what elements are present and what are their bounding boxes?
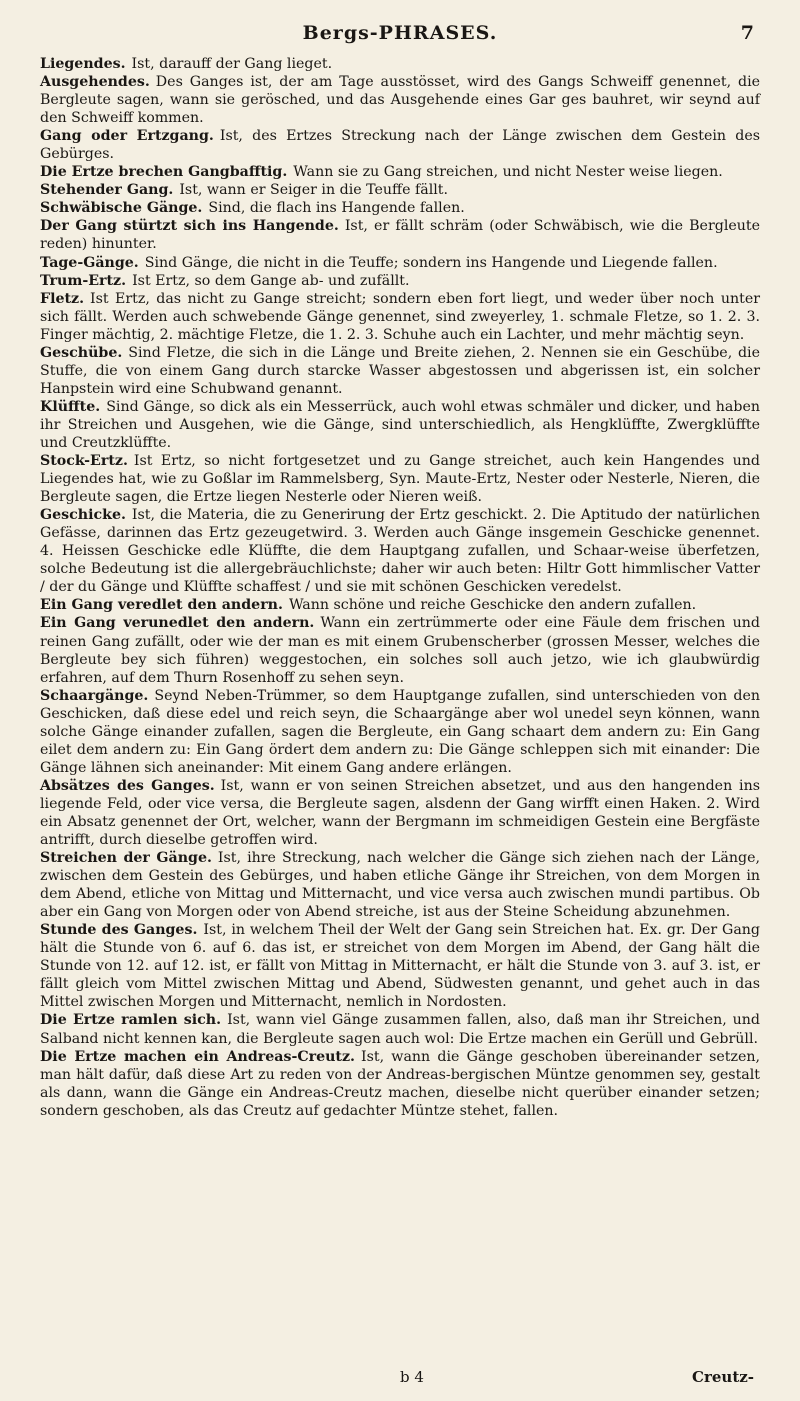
entry-definition: Wann sie zu Gang streichen, und nicht Nester weise liegen. <box>293 164 723 181</box>
entry-term: Ein Gang veredlet den andern. <box>40 597 283 614</box>
entry-definition: Ist, wann viel Gänge zusammen fallen, also, daß man ihr Streichen, und Salband nicht kennen kan, die Bergleute sagen auch wol: Die Ertze machen ein Gerüll und Gebrüll. <box>40 1012 760 1047</box>
entry-term: Stunde des Ganges. <box>40 922 198 939</box>
entry-definition: Wann schöne und reiche Geschicke den andern zufallen. <box>288 597 697 614</box>
entry-term: Schaargänge. <box>40 687 149 704</box>
glossary-entry <box>40 254 760 272</box>
entry-term: Trum-Ertz. <box>40 272 127 289</box>
entry-term: Liegendes. <box>40 56 126 72</box>
entry-term: Fletz. <box>40 290 85 307</box>
entry-definition: Sind, die flach ins Hangende fallen. <box>208 200 465 217</box>
entry-definition: Sind Fletze, die sich in die Länge und Breite ziehen, 2. Nennen sie ein Geschübe, die Stuffe, die von einem Gang durch starcke Wasser abgestossen und abgerissen ist, ein solcher Hanpstein wird eine Schubwand genannt. <box>40 344 760 397</box>
entry-definition: Ist, die Materia, die zu Generirung der Ertz geschickt. 2. Die Aptitudo der natürlichen Gefässe, darinnen das Ertz gezeugetwird. 3. Werden auch Gänge insgemein Geschicke genennet. 4. Heissen Geschicke edle Klüffte, die dem Hauptgang zufallen, und Schaar-weise überfetzen, solche Bedeutung ist die allergebräuchlichste; daher wir auch beten: Hiltr Gott himmlischer Vatter / der du Gänge und Klüffte schaffest / und sie mit schönen Geschicken veredelst. <box>40 507 760 596</box>
glossary-entry <box>40 596 760 614</box>
entry-definition: Ist Ertz, so dem Gange ab- und zufällt. <box>132 272 410 289</box>
entry-term: Die Ertze machen ein Andreas-Creutz. <box>40 1048 355 1065</box>
entry-term: Gang oder Ertzgang. <box>40 128 214 145</box>
glossary-entry <box>40 55 760 73</box>
glossary-entry <box>40 1011 760 1047</box>
glossary-entry <box>40 199 760 217</box>
entry-definition: Des Ganges ist, der am Tage ausstösset, wird des Gangs Schweiff genennet, die Bergleute sagen, wann sie gerösched, und das Ausgehende eines Gar ges bauhret, wir seynd auf den Schweiff kommen. <box>40 74 760 127</box>
glossary-entry <box>40 452 760 506</box>
entry-definition: Seynd Neben-Trümmer, so dem Hauptgange zufallen, sind unterschieden von den Geschicken, daß diese edel und reich seyn, die Schaargänge aber wol unedel seyn können, wann solche Gänge einander zufallen, sagen die Bergleute, ein Gang schaart dem andern zu: Ein Gang eilet dem andern zu: Ein Gang ördert dem andern zu: Die Gänge schleppen sich mit einander: Die Gänge lähnen sich aneinander: Mit einem Gang andere erlängen. <box>40 687 760 776</box>
glossary-entry <box>40 614 760 686</box>
entry-definition: Sind Gänge, die nicht in die Teuffe; sondern ins Hangende und Liegende fallen. <box>144 254 718 271</box>
glossary-entry <box>40 163 760 181</box>
glossary-entry <box>40 290 760 344</box>
entry-term: Die Ertze ramlen sich. <box>40 1012 222 1029</box>
entry-definition: Ist, in welchem Theil der Welt der Gang sein Streichen hat. Ex. gr. Der Gang hält die Stunde von 6. auf 6. das ist, er streichet von dem Morgen im Abend, der Gang hält die Stunde von 12. auf 12. ist, er fällt von Mittag in Mitternacht, er hält die Stunde von 3. auf 3. ist, er fällt gleich vom Mittel zwischen Mittag und Abend, Südwesten genannt, und gehet auch in das Mittel zwischen Morgen und Mitternacht, nemlich in Nordosten. <box>40 922 760 1011</box>
entry-term: Tage-Gänge. <box>40 254 139 271</box>
page-number: 7 <box>740 22 754 44</box>
catchword: Creutz- <box>692 1368 754 1386</box>
entry-definition: Ist, ihre Streckung, nach welcher die Gänge sich ziehen nach der Länge, zwischen dem Gestein des Gebürges, und haben etliche Gänge ihr Streichen, von dem Morgen in dem Abend, etliche von Mittag und Mitternacht, und vice versa auch zwischen mundi partibus. Ob aber ein Gang von Morgen oder von Abend streiche, ist aus der Steine Scheidung abzunehmen. <box>40 850 761 921</box>
glossary-entry <box>40 921 760 1011</box>
entry-definition: Ist Ertz, so nicht fortgesetzet und zu Gange streichet, auch kein Hangendes und Liegendes hat, wie zu Goßlar im Rammelsberg, Syn. Maute-Ertz, Nester oder Nesterle, Nieren, die Bergleute sagen, die Ertze liegen Nesterle oder Nieren weiß. <box>40 453 760 506</box>
entry-definition: Ist Ertz, das nicht zu Gange streicht; sondern eben fort liegt, und weder über noch unter sich fällt. Werden auch schwebende Gänge genennet, sind zweyerley, 1. schmale Fletze, so 1. 2. 3. Finger mächtig, 2. mächtige Fletze, die 1. 2. 3. Schuhe auch ein Lachter, und mehr mächtig seyn. <box>40 290 760 343</box>
glossary-entry <box>40 344 760 398</box>
entry-definition: Sind Gänge, so dick als ein Messerrück, auch wohl etwas schmäler und dicker, und haben ihr Streichen und Ausgehen, wie die Gänge, sind unterschiedlich, als Hengklüffte, Zwergklüffte und Creutzklüffte. <box>40 398 760 451</box>
entry-term: Geschübe. <box>40 344 123 361</box>
entry-definition: Ist, des Ertzes Streckung nach der Länge zwischen dem Gestein des Gebürges. <box>40 128 760 163</box>
glossary-entry <box>40 272 760 290</box>
signature-mark: b 4 <box>400 1368 424 1386</box>
entry-term: Ausgehendes. <box>40 74 150 91</box>
entry-term: Geschicke. <box>40 507 126 524</box>
entry-definition: Ist, wann er von seinen Streichen absetzet, und aus den hangenden ins liegende Feld, oder vice versa, die Bergleute sagen, alsdenn der Gang wirfft einen Haken. 2. Wird ein Absatz genennet der Ort, welcher, wann der Bergmann im schmeidigen Gestein eine Bergfäste antrifft, durch dieselbe getroffen wird. <box>40 777 760 849</box>
entry-definition: Ist, darauff der Gang lieget. <box>131 56 333 72</box>
entry-term: Stehender Gang. <box>40 182 174 199</box>
glossary-entry <box>40 181 760 199</box>
entry-term: Die Ertze brechen Gangbafftig. <box>40 164 288 181</box>
glossary-entries <box>40 55 760 1120</box>
running-title: Bergs-PHRASES. <box>302 22 498 44</box>
entry-term: Ein Gang verunedlet den andern. <box>40 615 315 632</box>
page-footer <box>40 1368 760 1390</box>
entry-definition: Ist, er fällt schräm (oder Schwäbisch, wie die Bergleute reden) hinunter. <box>40 218 760 253</box>
entry-term: Stock-Ertz. <box>40 453 128 470</box>
entry-term: Der Gang stürtzt sich ins Hangende. <box>40 218 339 235</box>
glossary-entry <box>40 398 760 452</box>
entry-term: Schwäbische Gänge. <box>40 200 203 217</box>
glossary-entry <box>40 687 760 777</box>
glossary-entry <box>40 217 760 253</box>
glossary-entry <box>40 73 760 127</box>
entry-term: Streichen der Gänge. <box>40 850 212 867</box>
glossary-entry <box>40 849 760 921</box>
entry-term: Absätzes des Ganges. <box>40 777 215 794</box>
entry-term: Klüffte. <box>40 398 101 415</box>
entry-definition: Wann ein zertrümmerte oder eine Fäule dem frischen und reinen Gang zufällt, oder wie der man es mit einem Grubenscherber (grossen Messer, welches die Bergleute bey sich führen) weggestochen, ein solches soll auch jetzo, wie ich glaubwürdig erfahren, auf dem Thurn Rosenhoff zu sehen seyn. <box>40 615 760 686</box>
glossary-entry <box>40 1048 760 1120</box>
entry-definition: Ist, wann die Gänge geschoben übereinander setzen, man hält dafür, daß diese Art zu reden von der Andreas-bergischen Müntze genommen sey, gestalt als dann, wann die Gänge ein Andreas-Creutz machen, dieselbe nicht querüber einander setzen; sondern geschoben, als das Creutz auf gedachter Müntze stehet, fallen. <box>40 1048 760 1119</box>
glossary-entry <box>40 777 760 849</box>
running-head <box>40 22 760 51</box>
entry-definition: Ist, wann er Seiger in die Teuffe fällt. <box>179 182 449 199</box>
glossary-entry <box>40 127 760 163</box>
glossary-entry <box>40 506 760 596</box>
